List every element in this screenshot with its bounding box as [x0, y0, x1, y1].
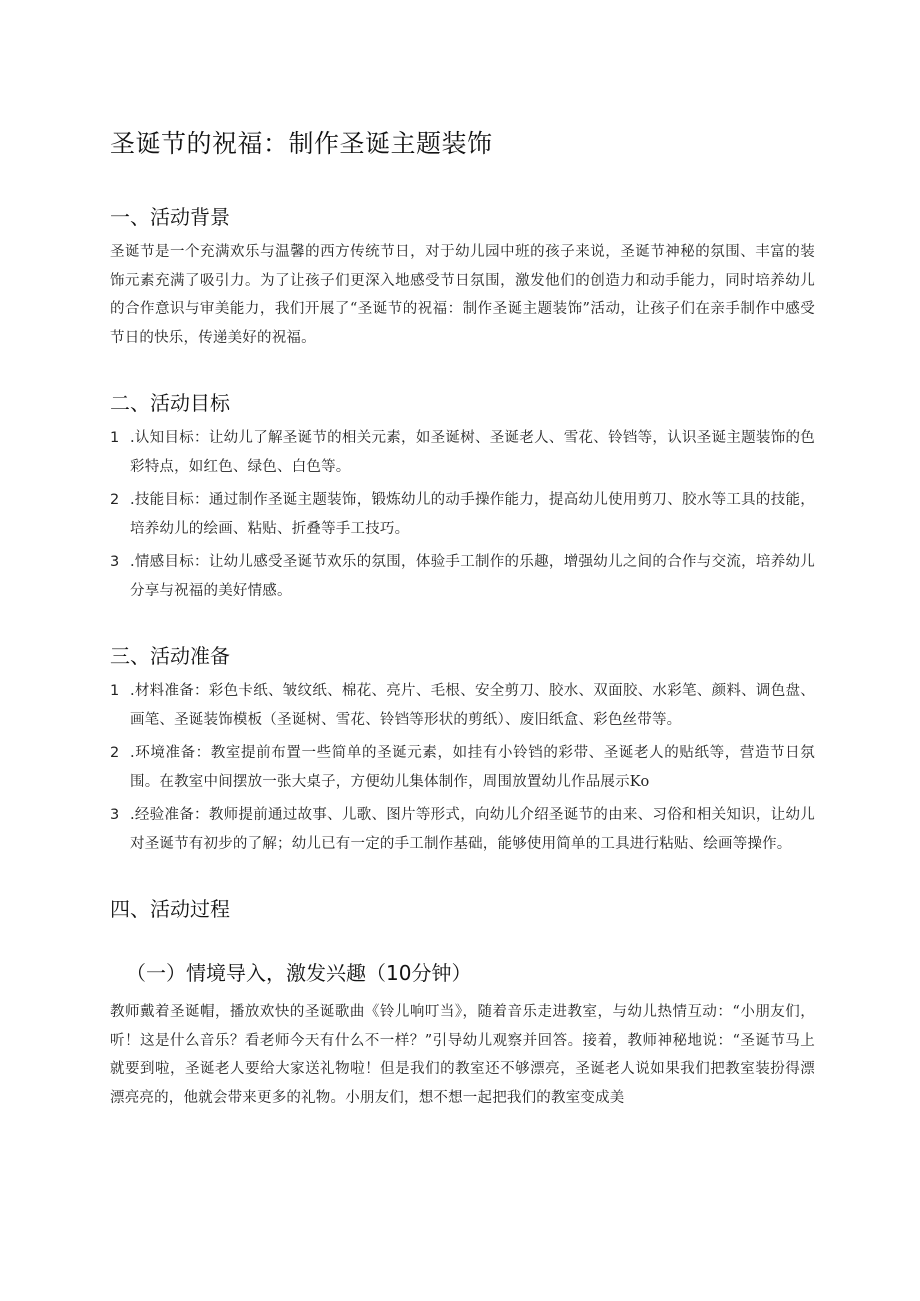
goals-list	[110, 424, 815, 605]
list-text: .技能目标：通过制作圣诞主题装饰，锻炼幼儿的动手操作能力，提高幼儿使用剪刀、胶水等工具的技能，培养幼儿的绘画、粘贴、折叠等手工技巧。	[130, 492, 815, 537]
background-paragraph: 圣诞节是一个充满欢乐与温馨的西方传统节日，对于幼儿园中班的孩子来说，圣诞节神秘的氛围、丰富的装饰元素充满了吸引力。为了让孩子们更深入地感受节日氛围，激发他们的创造力和动手能力，同时培养幼儿的合作意识与审美能力，我们开展了“圣诞节的祝福：制作圣诞主题装饰”活动，让孩子们在亲手制作中感受节日的快乐，传递美好的祝福。	[110, 244, 815, 346]
preparation-item	[110, 677, 815, 734]
list-text: .认知目标：让幼儿了解圣诞节的相关元素，如圣诞树、圣诞老人、雪花、铃铛等，认识圣诞主题装饰的色彩特点，如红色、绿色、白色等。	[130, 430, 815, 475]
section-heading-background: 一、活动背景	[110, 205, 230, 229]
section-heading-preparation: 三、活动准备	[110, 644, 230, 668]
list-text: .环境准备：教室提前布置一些简单的圣诞元素，如挂有小铃铛的彩带、圣诞老人的贴纸等，营造节日氛围。在教室中间摆放一张大桌子，方便幼儿集体制作，周围放置幼儿作品展示Ko	[130, 745, 815, 790]
document-title: 圣诞节的祝福：制作圣诞主题装饰	[110, 129, 493, 158]
list-number: 1	[110, 430, 120, 446]
goal-item	[110, 548, 815, 605]
preparation-item	[110, 801, 815, 858]
document-body	[110, 126, 815, 1112]
goal-item	[110, 424, 815, 481]
list-number: 2	[110, 492, 120, 508]
intro-paragraph: 教师戴着圣诞帽，播放欢快的圣诞歌曲《铃儿响叮当》，随着音乐走进教室，与幼儿热情互动：“小朋友们，听！这是什么音乐？看老师今天有什么不一样？”引导幼儿观察并回答。接着，教师神秘地说：“圣诞节马上就要到啦，圣诞老人要给大家送礼物啦！但是我们的教室还不够漂亮，圣诞老人说如果我们把教室装扮得漂漂亮亮的，他就会带来更多的礼物。小朋友们，想不想一起把我们的教室变成美	[110, 1004, 815, 1106]
list-text: .经验准备：教师提前通过故事、儿歌、图片等形式，向幼儿介绍圣诞节的由来、习俗和相关知识，让幼儿对圣诞节有初步的了解；幼儿已有一定的手工制作基础，能够使用简单的工具进行粘贴、绘画等操作。	[130, 807, 815, 852]
list-number: 2	[110, 745, 120, 761]
subsection-heading-intro: （一）情境导入，激发兴趣（10分钟）	[126, 961, 472, 985]
list-number: 3	[110, 807, 120, 823]
list-text: .材料准备：彩色卡纸、皱纹纸、棉花、亮片、毛根、安全剪刀、胶水、双面胶、水彩笔、颜料、调色盘、画笔、圣诞装饰模板（圣诞树、雪花、铃铛等形状的剪纸）、废旧纸盒、彩色丝带等。	[130, 683, 815, 728]
list-number: 1	[110, 683, 120, 699]
preparation-list	[110, 677, 815, 858]
preparation-item	[110, 739, 815, 796]
list-text: .情感目标：让幼儿感受圣诞节欢乐的氛围，体验手工制作的乐趣，增强幼儿之间的合作与交流，培养幼儿分享与祝福的美好情感。	[130, 554, 815, 599]
list-number: 3	[110, 554, 120, 570]
section-heading-goals: 二、活动目标	[110, 391, 230, 415]
section-heading-process: 四、活动过程	[110, 897, 230, 921]
goal-item	[110, 486, 815, 543]
